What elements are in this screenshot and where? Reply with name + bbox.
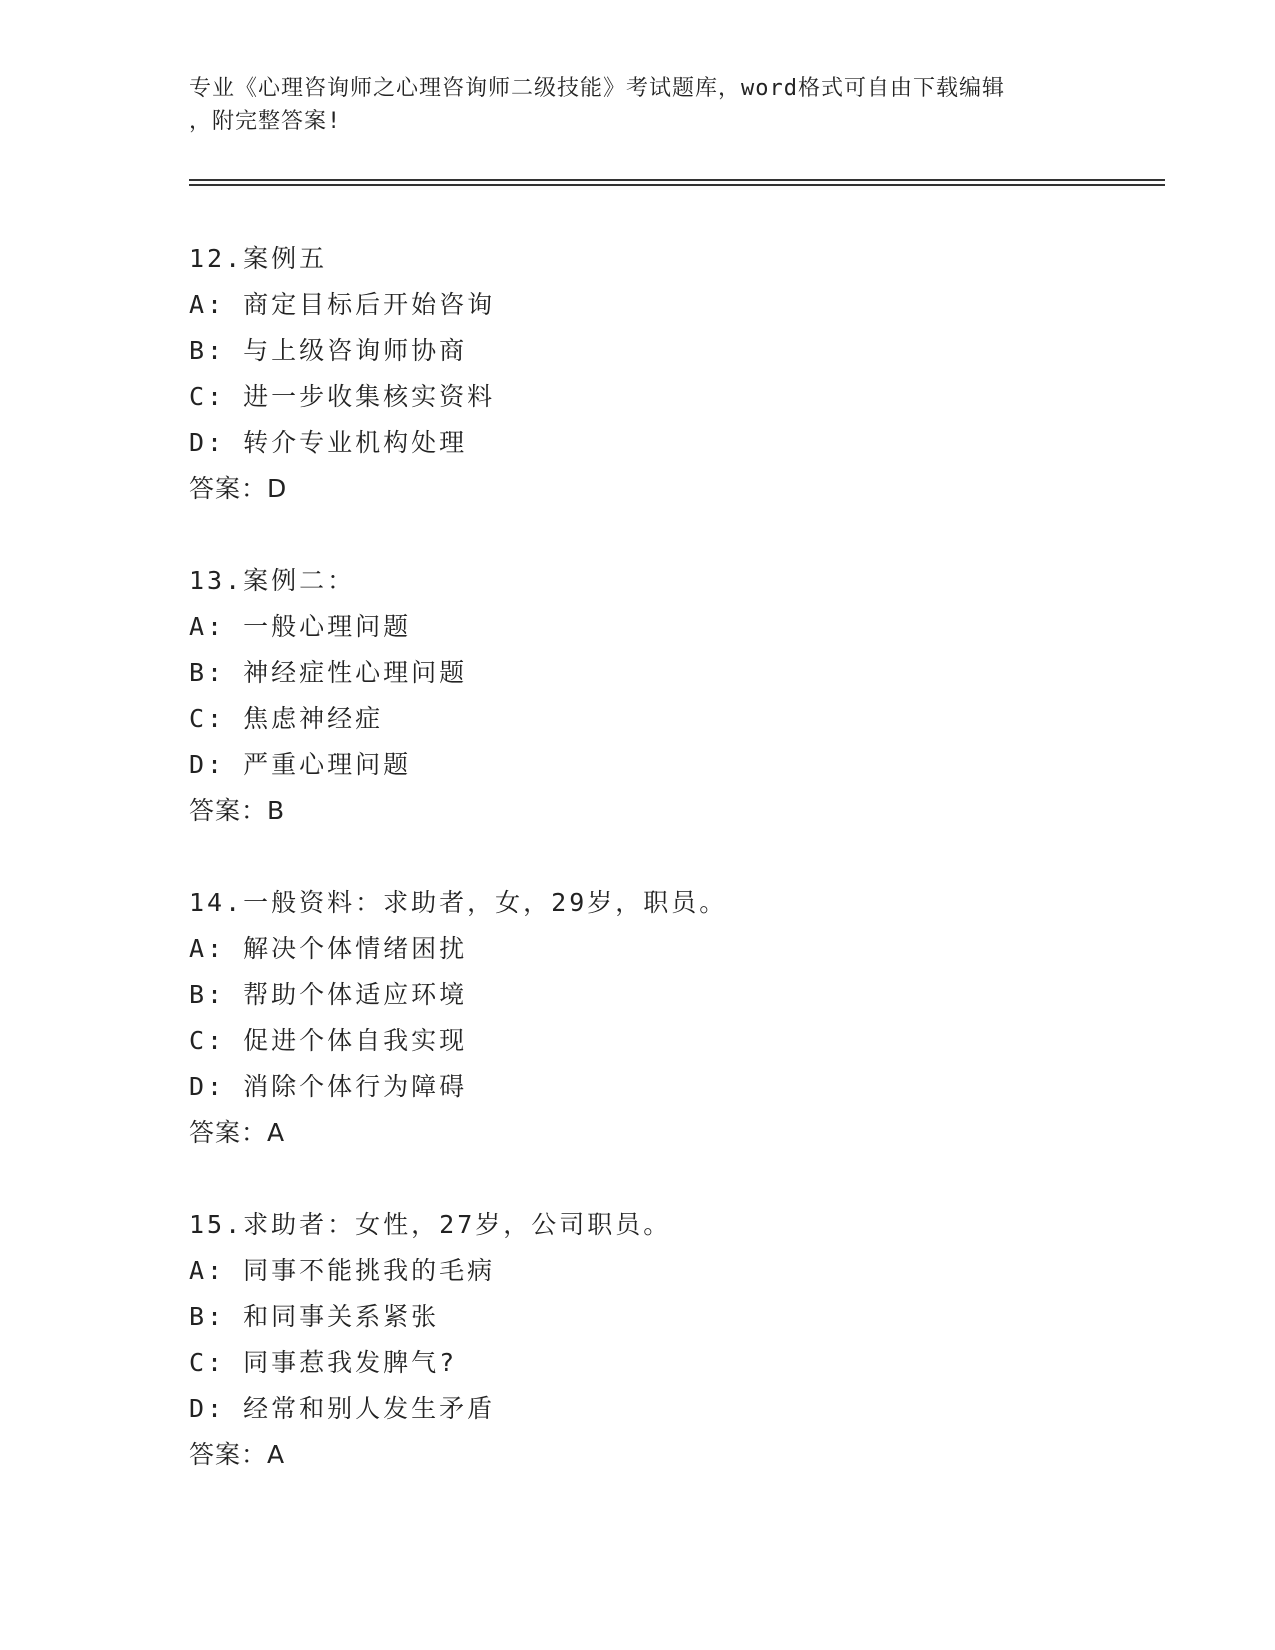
option-b: B: 帮助个体适应环境 bbox=[189, 980, 468, 1009]
question-14 bbox=[189, 880, 1089, 1156]
option-b: B: 神经症性心理问题 bbox=[189, 658, 468, 687]
answer-line: 答案：A bbox=[189, 1118, 286, 1147]
answer-line: 答案：A bbox=[189, 1440, 286, 1469]
option-c: C: 促进个体自我实现 bbox=[189, 1026, 468, 1055]
option-a: A: 同事不能挑我的毛病 bbox=[189, 1256, 496, 1285]
option-a: A: 一般心理问题 bbox=[189, 612, 412, 641]
header-divider-top bbox=[189, 179, 1165, 181]
option-c: C: 同事惹我发脾气? bbox=[189, 1348, 458, 1377]
question-stem: 12.案例五 bbox=[189, 244, 328, 273]
header-line-2: ，附完整答案! bbox=[189, 109, 342, 134]
option-a: A: 商定目标后开始咨询 bbox=[189, 290, 496, 319]
option-b: B: 和同事关系紧张 bbox=[189, 1302, 440, 1331]
option-d: D: 严重心理问题 bbox=[189, 750, 412, 779]
header-line-1: 专业《心理咨询师之心理咨询师二级技能》考试题库，word格式可自由下载编辑 bbox=[189, 76, 1005, 101]
answer-line: 答案：B bbox=[189, 796, 286, 825]
header-divider-bottom bbox=[189, 184, 1165, 186]
option-c: C: 焦虑神经症 bbox=[189, 704, 384, 733]
option-d: D: 转介专业机构处理 bbox=[189, 428, 468, 457]
document-header bbox=[189, 72, 1089, 138]
question-stem: 15.求助者：女性，27岁，公司职员。 bbox=[189, 1210, 672, 1239]
option-a: A: 解决个体情绪困扰 bbox=[189, 934, 468, 963]
option-b: B: 与上级咨询师协商 bbox=[189, 336, 468, 365]
answer-line: 答案：D bbox=[189, 474, 288, 503]
question-15 bbox=[189, 1202, 1089, 1478]
option-d: D: 消除个体行为障碍 bbox=[189, 1072, 468, 1101]
question-13 bbox=[189, 558, 1089, 834]
question-stem: 14.一般资料：求助者，女，29岁，职员。 bbox=[189, 888, 728, 917]
question-stem: 13.案例二： bbox=[189, 566, 356, 595]
question-12 bbox=[189, 236, 1089, 512]
option-c: C: 进一步收集核实资料 bbox=[189, 382, 496, 411]
option-d: D: 经常和别人发生矛盾 bbox=[189, 1394, 496, 1423]
